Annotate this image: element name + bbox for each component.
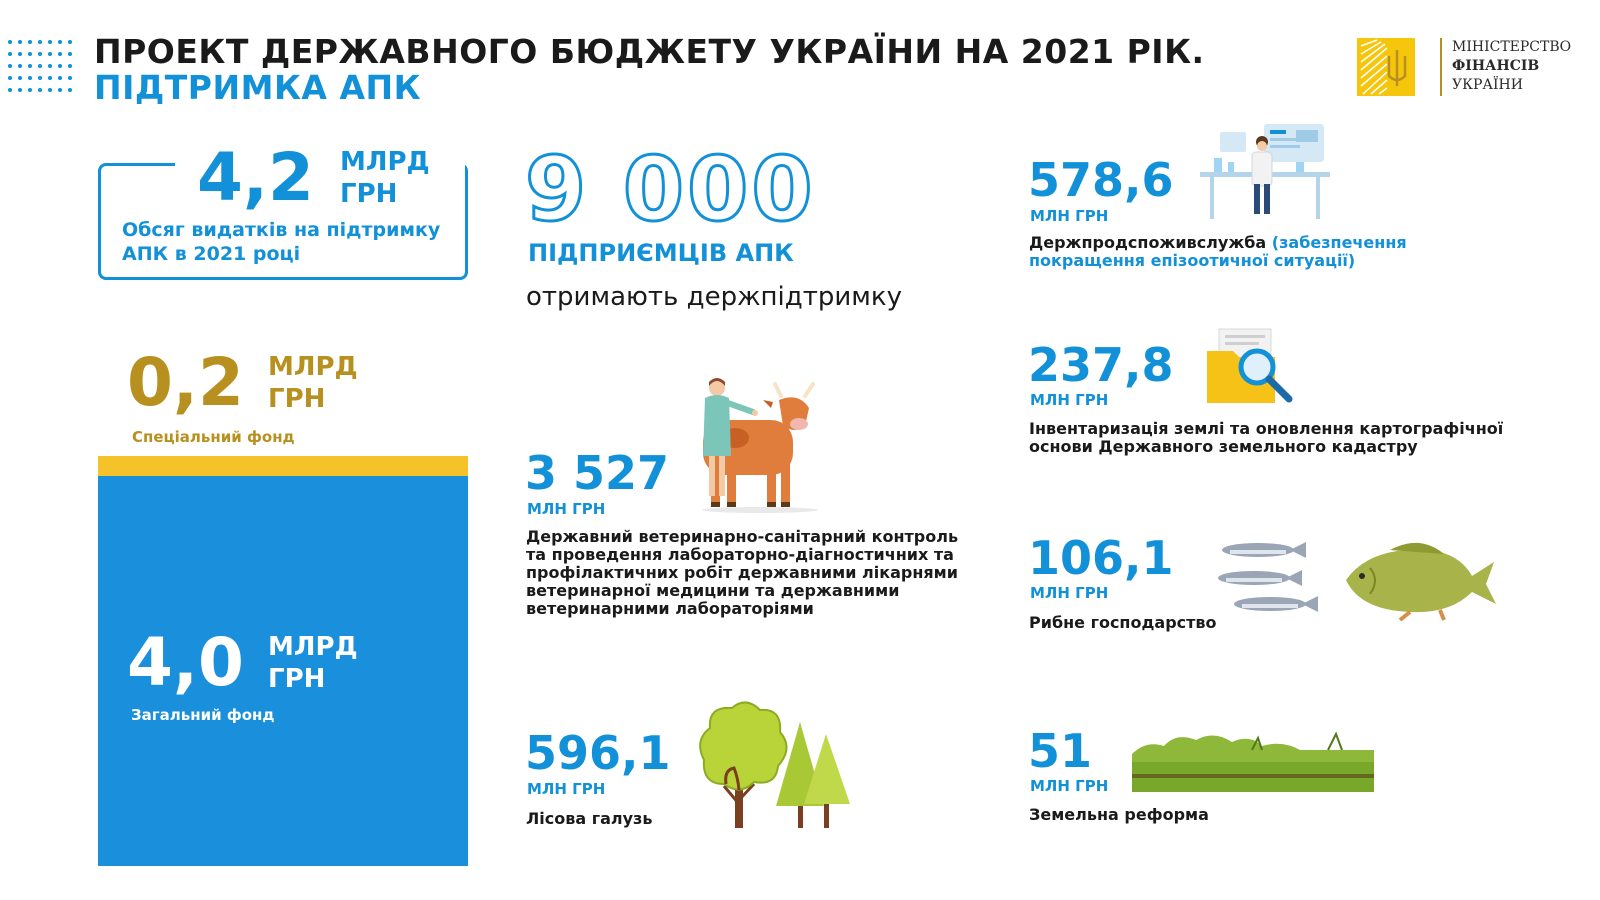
veterinary-unit: МЛН ГРН [527, 500, 606, 518]
land-reform-value: 51 [1028, 724, 1093, 778]
total-value: 4,2 [197, 139, 314, 216]
enterprises-sublabel: отримають держпідтримку [526, 282, 902, 312]
vet-desc-line: ветеринарними лабораторіями [526, 599, 814, 618]
cow-with-vet-icon [695, 378, 825, 513]
forestry-value: 596,1 [525, 726, 671, 780]
total-desc-line-1: Обсяг видатків на підтримку [122, 219, 441, 241]
food-service-value: 578,6 [1028, 153, 1174, 207]
ministry-logo-text [1452, 38, 1571, 95]
special-fund-unit [268, 351, 358, 415]
total-unit-line-2: ГРН [340, 179, 398, 209]
land-inventory-value: 237,8 [1028, 338, 1174, 392]
food-desc-highlight: (забезпечення [1271, 233, 1407, 252]
laboratory-icon [1200, 122, 1330, 222]
total-unit [340, 146, 430, 210]
general-unit-line-2: ГРН [268, 664, 326, 694]
forestry-description: Лісова галузь [526, 809, 653, 828]
vet-desc-line: Державний ветеринарно-санітарний контроль [526, 527, 959, 546]
land-reform-unit: МЛН ГРН [1030, 777, 1109, 795]
total-desc-line-2: АПК в 2021 році [122, 243, 301, 265]
vet-desc-line: ветеринарної медицини та державними [526, 581, 900, 600]
logo-line-2: ФІНАНСІВ [1452, 58, 1540, 74]
folder-magnifier-icon [1205, 325, 1305, 409]
vet-desc-line: профілактичних робіт державними лікарнями [526, 563, 958, 582]
total-unit-line-1: МЛРД [340, 147, 430, 177]
dots-decoration-icon [6, 38, 76, 100]
vet-desc-line: та проведення лабораторно-діагностичних та [526, 545, 954, 564]
land-inventory-description [1029, 420, 1503, 456]
land-reform-description: Земельна реформа [1029, 805, 1209, 824]
general-fund-label: Загальний фонд [131, 706, 275, 724]
carp-fish-icon [1340, 540, 1500, 620]
page-title: ПРОЕКТ ДЕРЖАВНОГО БЮДЖЕТУ УКРАЇНИ НА 2021 РІК. [94, 32, 1205, 71]
small-fish-icon [1210, 540, 1330, 620]
logo-line-1: МІНІСТЕРСТВО [1452, 39, 1572, 55]
logo-line-3: УКРАЇНИ [1452, 77, 1523, 93]
logo-separator [1440, 38, 1442, 96]
fishery-unit: МЛН ГРН [1030, 584, 1109, 602]
food-service-unit: МЛН ГРН [1030, 207, 1109, 225]
total-description [122, 218, 440, 266]
page-subtitle: ПІДТРИМКА АПК [94, 68, 422, 107]
food-desc-highlight-2: покращення епізоотичної ситуації) [1029, 251, 1356, 270]
veterinary-description [526, 528, 958, 618]
enterprises-label: ПІДПРИЄМЦІВ АПК [528, 239, 794, 267]
general-unit-line-1: МЛРД [268, 632, 358, 662]
forestry-unit: МЛН ГРН [527, 780, 606, 798]
special-unit-line-2: ГРН [268, 384, 326, 414]
special-unit-line-1: МЛРД [268, 352, 358, 382]
land-desc-line: Інвентаризація землі та оновлення картографічної [1029, 419, 1504, 438]
food-desc-main: Держпродспоживслужба [1029, 233, 1267, 252]
trident-emblem-icon [1357, 38, 1415, 96]
trees-icon [694, 700, 862, 830]
special-fund-label: Спеціальний фонд [132, 428, 295, 446]
fishery-description: Рибне господарство [1029, 613, 1217, 632]
enterprises-value: 9 000 [525, 138, 816, 241]
land-inventory-unit: МЛН ГРН [1030, 391, 1109, 409]
fishery-value: 106,1 [1028, 531, 1174, 585]
land-desc-line: основи Державного земельного кадастру [1029, 437, 1418, 456]
veterinary-value: 3 527 [525, 446, 670, 500]
general-fund-value: 4,0 [127, 624, 244, 701]
special-fund-value: 0,2 [127, 344, 244, 421]
general-fund-unit [268, 631, 358, 695]
field-icon [1132, 728, 1374, 794]
special-fund-bar [98, 456, 468, 476]
food-service-description [1029, 234, 1407, 270]
